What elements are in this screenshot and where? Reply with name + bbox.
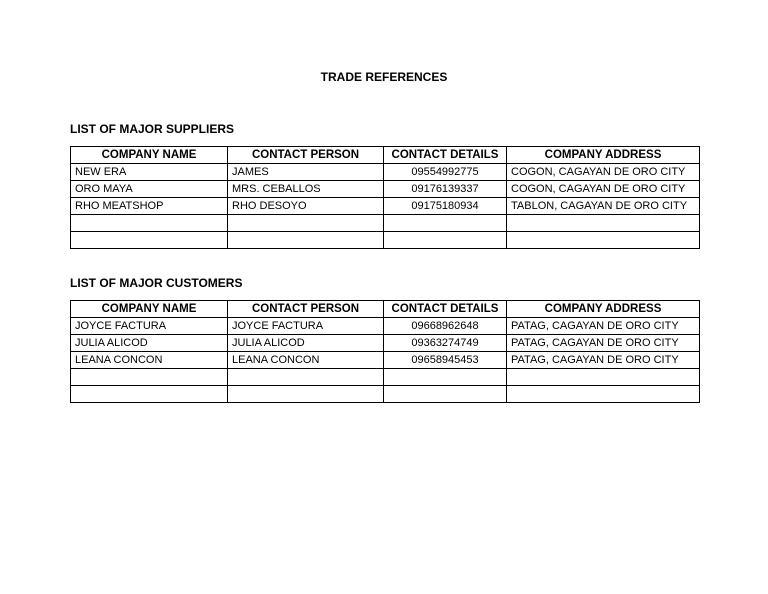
company-name-cell	[71, 232, 228, 249]
table-row	[71, 164, 700, 181]
contact-person-cell: RHO DESOYO	[228, 198, 384, 215]
column-header-contact-details: CONTACT DETAILS	[384, 147, 507, 164]
column-header-contact-details: CONTACT DETAILS	[384, 301, 507, 318]
company-name-cell: NEW ERA	[71, 164, 228, 181]
contact-details-cell: 09668962648	[384, 318, 507, 335]
company-name-cell: JOYCE FACTURA	[71, 318, 228, 335]
column-header-contact-person: CONTACT PERSON	[228, 147, 384, 164]
contact-details-cell	[384, 232, 507, 249]
contact-person-cell: LEANA CONCON	[228, 352, 384, 369]
company-address-cell: PATAG, CAGAYAN DE ORO CITY	[507, 335, 700, 352]
contact-details-cell: 09658945453	[384, 352, 507, 369]
contact-person-cell	[228, 215, 384, 232]
contact-details-cell: 09554992775	[384, 164, 507, 181]
company-address-cell	[507, 215, 700, 232]
contact-person-cell: MRS. CEBALLOS	[228, 181, 384, 198]
table-row	[71, 215, 700, 232]
company-name-cell: LEANA CONCON	[71, 352, 228, 369]
table-row	[71, 318, 700, 335]
company-address-cell	[507, 232, 700, 249]
suppliers-table	[70, 146, 700, 249]
company-name-cell	[71, 369, 228, 386]
customers-header-row	[71, 301, 700, 318]
contact-person-cell: JOYCE FACTURA	[228, 318, 384, 335]
company-name-cell: JULIA ALICOD	[71, 335, 228, 352]
column-header-company-address: COMPANY ADDRESS	[507, 147, 700, 164]
contact-person-cell	[228, 232, 384, 249]
contact-details-cell	[384, 386, 507, 403]
company-name-cell	[71, 215, 228, 232]
company-address-cell: TABLON, CAGAYAN DE ORO CITY	[507, 198, 700, 215]
contact-details-cell	[384, 369, 507, 386]
column-header-company-name: COMPANY NAME	[71, 301, 228, 318]
company-address-cell: PATAG, CAGAYAN DE ORO CITY	[507, 352, 700, 369]
column-header-company-address: COMPANY ADDRESS	[507, 301, 700, 318]
table-row	[71, 352, 700, 369]
company-address-cell	[507, 386, 700, 403]
contact-details-cell: 09176139337	[384, 181, 507, 198]
column-header-contact-person: CONTACT PERSON	[228, 301, 384, 318]
contact-details-cell: 09175180934	[384, 198, 507, 215]
table-row	[71, 181, 700, 198]
table-row	[71, 198, 700, 215]
company-address-cell: COGON, CAGAYAN DE ORO CITY	[507, 164, 700, 181]
customers-table	[70, 300, 700, 403]
table-row	[71, 232, 700, 249]
company-name-cell: ORO MAYA	[71, 181, 228, 198]
suppliers-header-row	[71, 147, 700, 164]
contact-details-cell: 09363274749	[384, 335, 507, 352]
company-address-cell: COGON, CAGAYAN DE ORO CITY	[507, 181, 700, 198]
company-address-cell: PATAG, CAGAYAN DE ORO CITY	[507, 318, 700, 335]
suppliers-heading: LIST OF MAJOR SUPPLIERS	[70, 122, 235, 136]
contact-person-cell: JAMES	[228, 164, 384, 181]
contact-person-cell	[228, 369, 384, 386]
contact-person-cell: JULIA ALICOD	[228, 335, 384, 352]
column-header-company-name: COMPANY NAME	[71, 147, 228, 164]
table-row	[71, 369, 700, 386]
document-title: TRADE REFERENCES	[320, 70, 448, 84]
contact-person-cell	[228, 386, 384, 403]
customers-heading: LIST OF MAJOR CUSTOMERS	[70, 276, 243, 290]
contact-details-cell	[384, 215, 507, 232]
company-name-cell: RHO MEATSHOP	[71, 198, 228, 215]
table-row	[71, 335, 700, 352]
company-name-cell	[71, 386, 228, 403]
table-row	[71, 386, 700, 403]
company-address-cell	[507, 369, 700, 386]
